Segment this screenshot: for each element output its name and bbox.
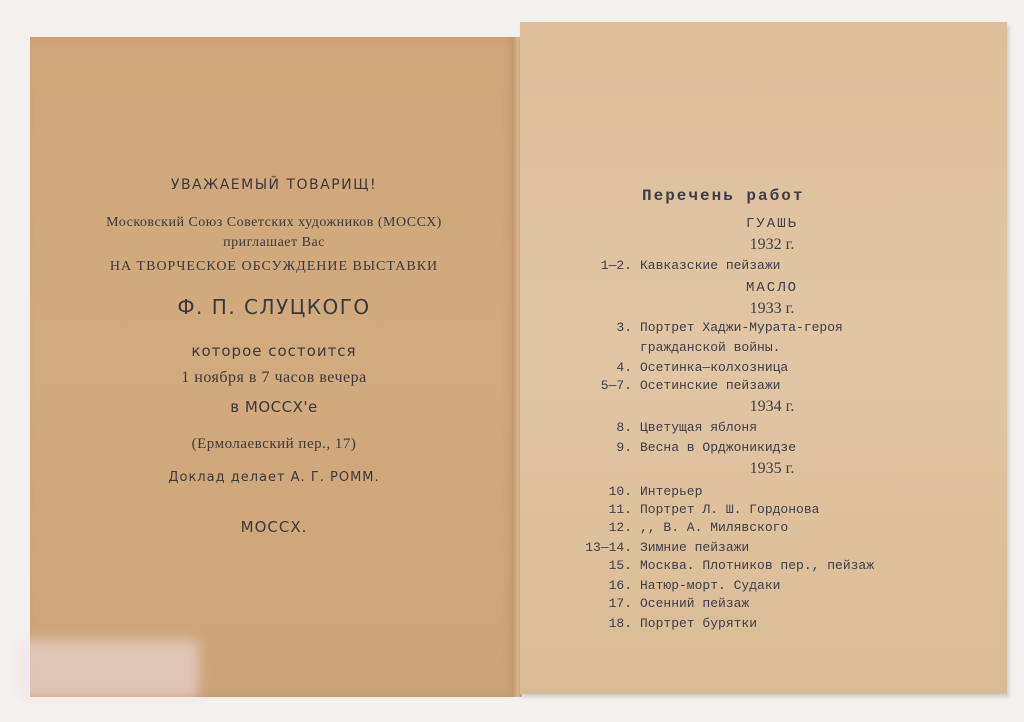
invitation-page [30,37,518,697]
work-title: Натюр-морт. Судаки [640,578,781,593]
work-title: Зимние пейзажи [640,540,750,555]
work-title: ,, В. А. Милявского [640,520,789,535]
works-title: Перечень работ [642,187,805,205]
year-heading: 1933 г. [749,300,795,317]
venue-address: (Ермолаевский пер., 17) [191,436,357,452]
event-venue: в МОССХ'е [230,398,318,416]
work-title: Осетинка—колхозница [640,360,789,375]
work-title: Интерьер [640,484,703,499]
year-heading: 1932 г. [749,236,795,253]
event-datetime: 1 ноября в 7 часов вечера [181,369,367,386]
greeting: УВАЖАЕМЫЙ ТОВАРИЩ! [170,177,378,193]
work-number: 9. [616,440,632,455]
work-title: гражданской войны. [640,340,781,355]
union-name: Московский Союз Советских художников (МОССХ) [106,215,442,230]
work-title: Портрет Л. Ш. Гордонова [640,502,820,517]
work-title: Москва. Плотников пер., пейзаж [640,558,875,573]
work-number: 13—14. [585,540,632,555]
will-take-place: которое состоится [191,342,357,360]
year-heading: 1935 г. [749,460,795,477]
work-title: Портрет бурятки [640,616,758,631]
work-title: Цветущая яблоня [640,420,758,435]
work-title: Осетинские пейзажи [640,378,781,393]
work-number: 17. [608,596,632,611]
speaker-line: Доклад делает А. Г. РОММ. [168,470,380,485]
work-number: 18. [608,616,632,631]
signature: МОССХ. [240,518,308,536]
work-number: 10. [608,484,632,499]
work-number: 4. [616,360,632,375]
invites-text: приглашает Вас [223,235,325,250]
work-title: Портрет Хаджи-Мурата-героя [640,320,843,335]
work-number: 5—7. [600,378,632,393]
work-number: 16. [608,578,632,593]
artist-name: Ф. П. СЛУЦКОГО [177,295,371,319]
work-title: Осенний пейзаж [640,596,750,611]
work-number: 12. [608,520,632,535]
work-number: 1—2. [600,258,632,273]
work-number: 8. [616,420,632,435]
year-heading: 1934 г. [749,398,795,415]
event-text: НА ТВОРЧЕСКОЕ ОБСУЖДЕНИЕ ВЫСТАВКИ [109,259,439,274]
works-list-page [520,22,1007,694]
medium-heading: ГУАШЬ [745,216,798,232]
work-title: Весна в Орджоникидзе [640,440,797,455]
work-title: Кавказские пейзажи [640,258,781,273]
medium-heading: МАСЛО [745,280,798,296]
work-number: 3. [616,320,632,335]
watermark [18,640,198,700]
work-number: 11. [608,502,632,517]
work-number: 15. [608,558,632,573]
